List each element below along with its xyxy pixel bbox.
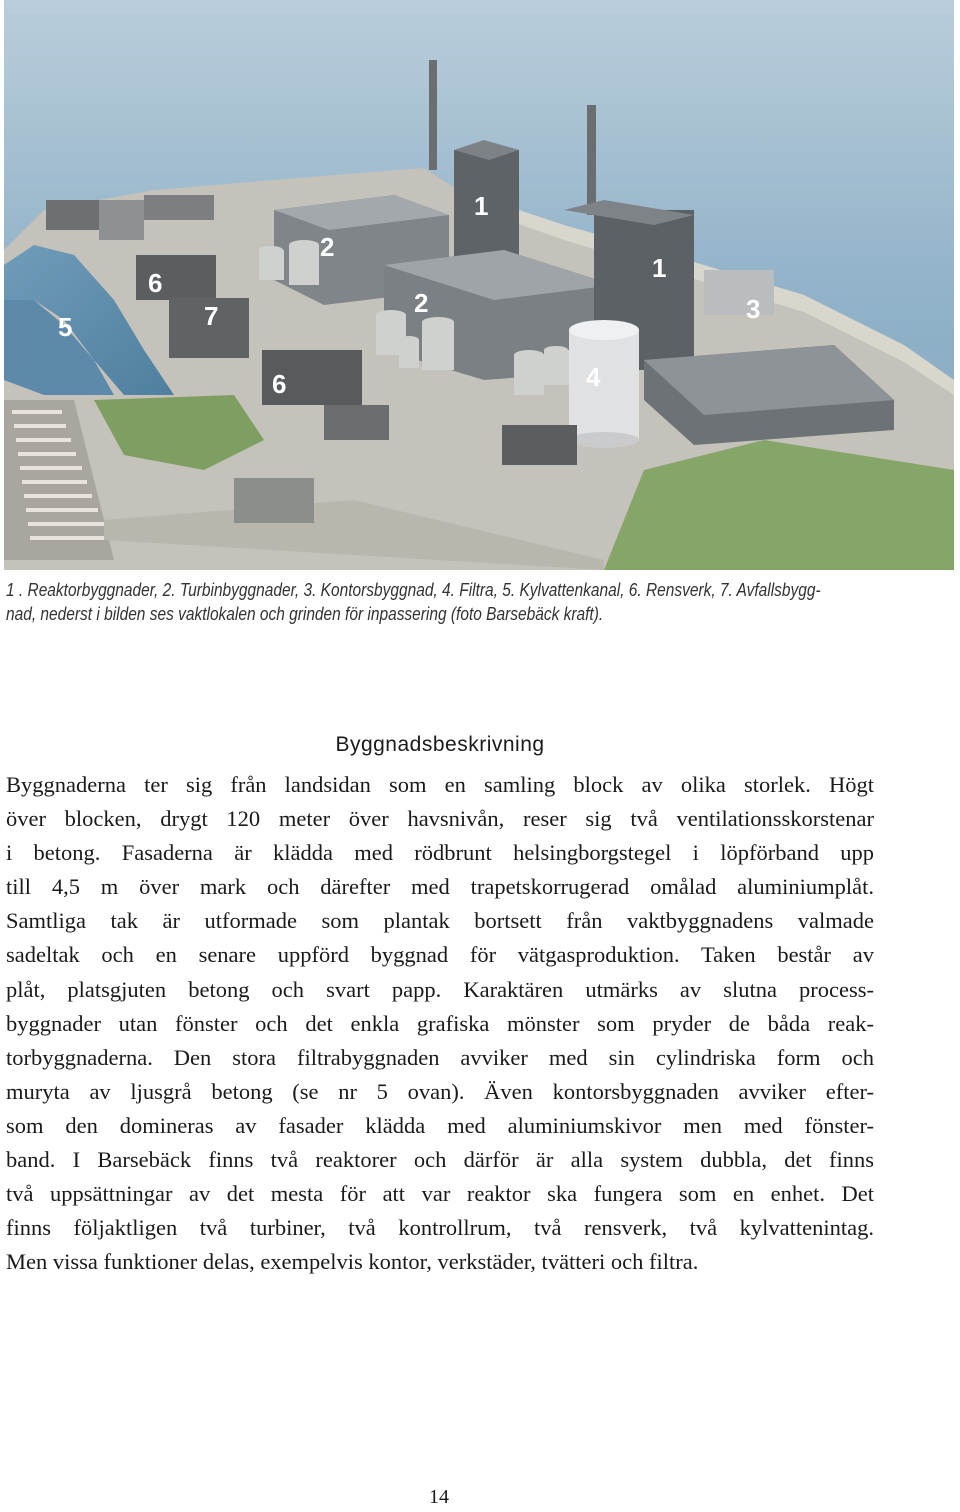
aerial-photo-power-plant <box>4 0 954 570</box>
building <box>144 195 214 220</box>
photo-label-1: 1 <box>652 253 667 283</box>
body-line: Men vissa funktioner delas, exempelvis kontor, verkstäder, tvätteri och filtra. <box>6 1249 699 1275</box>
body-line: byggnader utan fönster och det enkla grafiska mönster som pryder de båda reak- <box>6 1010 874 1036</box>
body-line: finns följaktligen två turbiner, två kontrollrum, två rensverk, två kylvattenintag. <box>6 1215 874 1241</box>
photo-label-2: 2 <box>414 288 429 318</box>
body-line: torbyggnaderna. Den stora filtrabyggnaden avviker med sin cylindriska form och <box>6 1044 874 1070</box>
body-line: i betong. Fasaderna är klädda med rödbrunt helsingborgstegel i löpförband upp <box>6 840 874 866</box>
photo-label-2: 2 <box>320 232 335 262</box>
photo-label-6: 6 <box>272 369 287 399</box>
body-text <box>6 768 874 1279</box>
photo-label-1: 1 <box>474 191 489 221</box>
photo-label-3: 3 <box>746 294 761 324</box>
guard-house <box>234 478 314 523</box>
building <box>99 200 144 240</box>
photo-label-6: 6 <box>148 268 163 298</box>
ventilation-chimney <box>429 60 437 170</box>
ventilation-chimney <box>587 105 596 215</box>
building <box>324 405 389 440</box>
photo-label-5: 5 <box>58 312 73 342</box>
building <box>46 200 106 230</box>
body-line: två uppsättningar av det mesta för att var reaktor ska fungera som en enhet. Det <box>6 1181 874 1207</box>
body-line: band. I Barsebäck finns två reaktorer och därför är alla system dubbla, det finns <box>6 1147 874 1173</box>
filter-building-4 <box>569 330 639 440</box>
body-line: över blocken, drygt 120 meter över havsnivån, reser sig två ventilationsskorstenar <box>6 806 874 832</box>
body-line: sadeltak och en senare uppförd byggnad för vätgasproduktion. Taken består av <box>6 942 874 968</box>
body-line: Byggnaderna ter sig från landsidan som en samling block av olika storlek. Högt <box>6 772 874 797</box>
body-line: Samtliga tak är utformade som plantak bortsett från vaktbyggnadens valmade <box>6 908 874 934</box>
office-building-3 <box>704 270 774 315</box>
photo-label-4: 4 <box>586 362 601 392</box>
caption-line: 1 . Reaktorbyggnader, 2. Turbinbyggnader, 3. Kontorsbyggnad, 4. Filtra, 5. Kylvattenkanal, 6. Rensverk, 7. Avfallsbygg- <box>6 580 821 600</box>
section-heading: Byggnadsbeskrivning <box>335 733 545 756</box>
page-number: 14 <box>429 1486 449 1508</box>
body-line: som den domineras av fasader klädda med aluminiumskivor men med fönster- <box>6 1112 874 1138</box>
body-line: plåt, platsgjuten betong och svart papp. Karaktären utmärks av slutna process- <box>6 976 874 1002</box>
building <box>502 425 577 465</box>
body-line: muryta av ljusgrå betong (se nr 5 ovan). Även kontorsbyggnaden avviker efter- <box>6 1078 874 1104</box>
caption-line: nad, nederst i bilden ses vaktlokalen och grinden för inpassering (foto Barsebäck kraft). <box>6 604 604 624</box>
photo-label-7: 7 <box>204 301 219 331</box>
photo-caption <box>6 578 821 626</box>
body-line: till 4,5 m över mark och därefter med trapetskorrugerad omålad aluminiumplåt. <box>6 874 874 900</box>
